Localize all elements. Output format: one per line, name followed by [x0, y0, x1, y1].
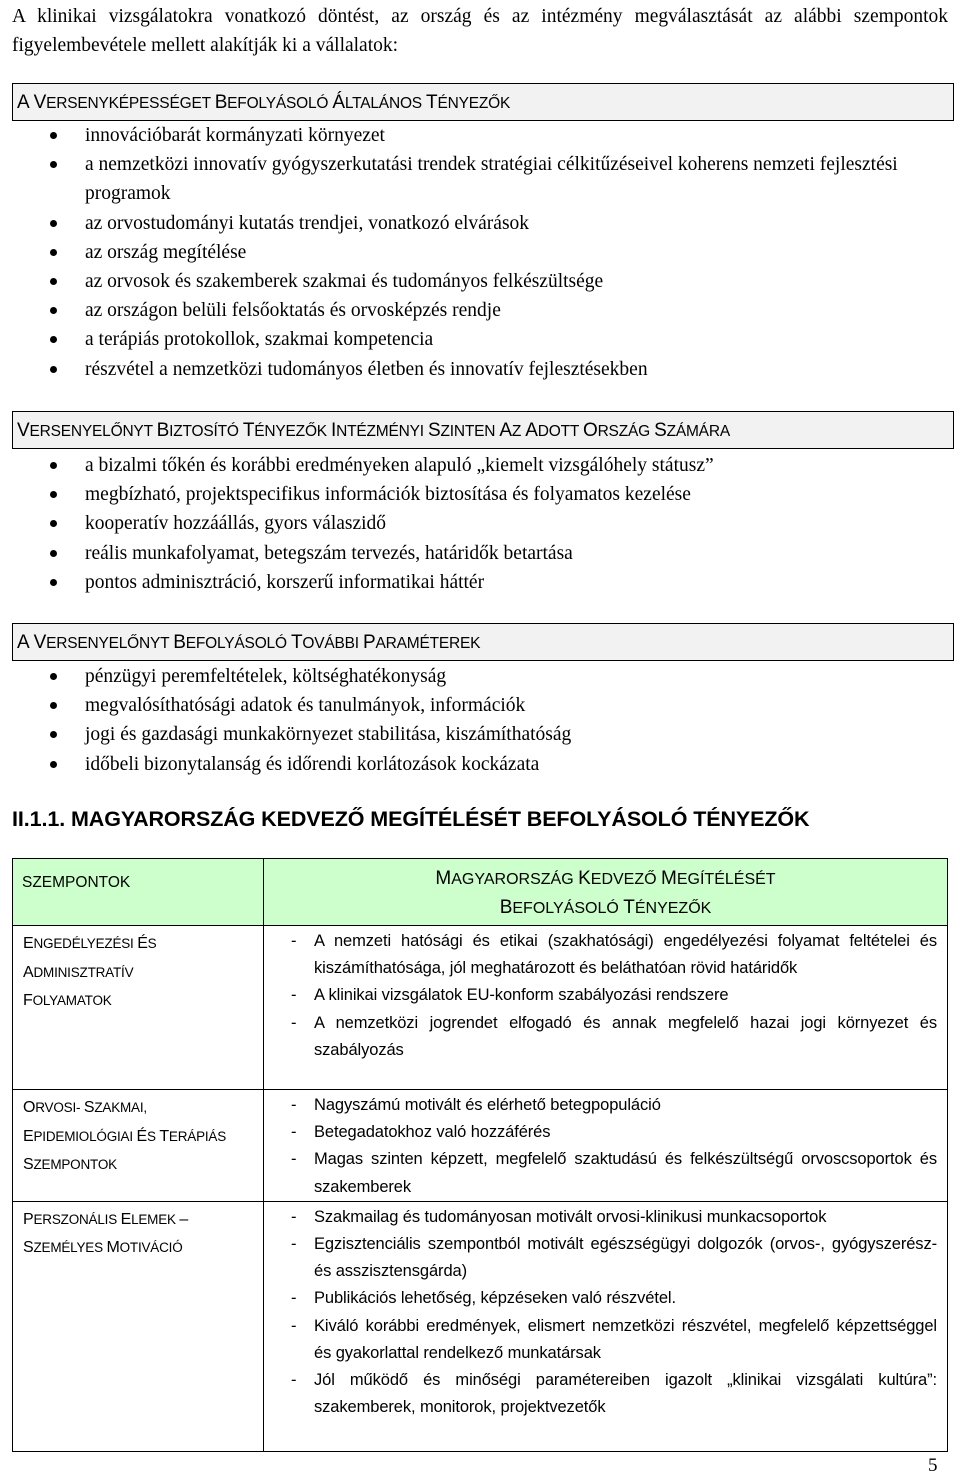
factor-item: - A klinikai vizsgálatok EU-konform szabályozási rendszere [264, 982, 937, 1009]
table-row [13, 1090, 948, 1202]
list-item: megvalósíthatósági adatok és tanulmányok, információk [44, 691, 944, 720]
category-line: FOLYAMATOK [23, 992, 112, 1009]
list-item: jogi és gazdasági munkakörnyezet stabilitása, kiszámíthatóság [44, 720, 944, 749]
category-cell [13, 926, 264, 1090]
header-right-line1: MAGYARORSZÁG KEDVEZŐ MEGÍTÉLÉSÉT [435, 868, 776, 889]
category-line: ORVOSI- SZAKMAI, [23, 1099, 147, 1116]
table-header-left [13, 859, 264, 926]
list-item: megbízható, projektspecifikus információk biztosítása és folyamatos kezelése [44, 480, 944, 509]
box-general-factors-title: A VERSENYKÉPESSÉGET BEFOLYÁSOLÓ ÁLTALÁNOS TÉNYEZŐK [12, 83, 954, 121]
category-cell [13, 1090, 264, 1202]
table-header-right [264, 859, 948, 926]
further-parameters-list [44, 662, 944, 779]
list-item: pontos adminisztráció, korszerű informatikai háttér [44, 568, 944, 597]
list-item: innovációbarát kormányzati környezet [44, 121, 944, 150]
factor-item: - Szakmailag és tudományosan motivált orvosi-klinikusi munkacsoportok [264, 1204, 937, 1231]
factor-item: - Magas szinten képzett, megfelelő szaktudású és felkészültségű orvoscsoportok és szakemberek [264, 1146, 937, 1200]
category-line: SZEMPONTOK [23, 1156, 117, 1173]
category-line: PERSZONÁLIS ELEMEK – [23, 1210, 189, 1228]
factors-cell [264, 1090, 948, 1202]
list-item: az ország megítélése [44, 238, 944, 267]
list-item: a bizalmi tőkén és korábbi eredményeken alapuló „kiemelt vizsgálóhely státusz” [44, 451, 944, 480]
factors-cell [264, 1201, 948, 1451]
category-line: ENGEDÉLYEZÉSI ÉS [23, 935, 157, 952]
list-item: részvétel a nemzetközi tudományos életben és innovatív fejlesztésekben [44, 355, 944, 384]
page-number: 5 [928, 1455, 938, 1476]
box-institutional-advantage-title: VERSENYELŐNYT BIZTOSÍTÓ TÉNYEZŐK INTÉZMÉNYI SZINTEN AZ ADOTT ORSZÁG SZÁMÁRA [12, 411, 954, 449]
category-line: SZEMÉLYES MOTIVÁCIÓ [23, 1239, 183, 1257]
list-item: az országon belüli felsőoktatás és orvosképzés rendje [44, 296, 944, 325]
list-item: az orvosok és szakemberek szakmai és tudományos felkészültsége [44, 267, 944, 296]
category-line: ADMINISZTRATÍV [23, 963, 134, 981]
list-item: kooperatív hozzáállás, gyors válaszidő [44, 509, 944, 538]
factors-cell [264, 926, 948, 1090]
header-right-line2: BEFOLYÁSOLÓ TÉNYEZŐK [499, 897, 712, 918]
factor-item: - Kiváló korábbi eredmények, elismert nemzetközi részvétel, megfelelő képzettséggel és gyakorlattal rendelkező munkatársak [264, 1313, 937, 1367]
factor-item: - Betegadatokhoz való hozzáférés [264, 1119, 937, 1146]
table-row [13, 926, 948, 1090]
table-row [13, 1201, 948, 1451]
factor-item: - A nemzetközi jogrendet elfogadó és annak megfelelő hazai jogi környezet és szabályozás [264, 1010, 937, 1064]
institutional-advantage-list [44, 451, 944, 597]
factor-item: - A nemzeti hatósági és etikai (szakhatósági) engedélyezési folyamat feltételei és kiszámíthatósága, jól meghatározott és beláthatóan rövid határidők [264, 928, 937, 982]
category-cell [13, 1201, 264, 1451]
category-line: EPIDEMIOLÓGIAI ÉS TERÁPIÁS [23, 1127, 227, 1145]
header-left-label: SZEMPONTOK [22, 874, 131, 891]
list-item: a nemzetközi innovatív gyógyszerkutatási trendek stratégiai célkitűzéseivel koherens nemzeti fejlesztési programok [44, 150, 944, 208]
box-further-parameters-title: A VERSENYELŐNYT BEFOLYÁSOLÓ TOVÁBBI PARAMÉTEREK [12, 623, 954, 661]
factor-item: - Egzisztenciális szempontból motivált egészségügyi dolgozók (orvos-, gyógyszerész- és asszisztensgárda) [264, 1231, 937, 1285]
factor-item: - Nagyszámú motivált és elérhető betegpopuláció [264, 1092, 937, 1119]
section-heading: II.1.1. MAGYARORSZÁG KEDVEZŐ MEGÍTÉLÉSÉT BEFOLYÁSOLÓ TÉNYEZŐK [12, 807, 810, 831]
factor-item: - Jól működő és minőségi paramétereiben igazolt „klinikai vizsgálati kultúra”: szakemberek, monitorok, projektvezetők [264, 1367, 937, 1421]
factors-table [12, 858, 948, 1452]
table-header-row [13, 859, 948, 926]
general-factors-list [44, 121, 944, 384]
intro-paragraph: A klinikai vizsgálatokra vonatkozó döntést, az ország és az intézmény megválasztását az alábbi szempontok figyelembevétele mellett alakítják ki a vállalatok: [12, 6, 948, 56]
list-item: az orvostudományi kutatás trendjei, vonatkozó elvárások [44, 209, 944, 238]
factor-item: - Publikációs lehetőség, képzéseken való részvétel. [264, 1285, 937, 1312]
list-item: a terápiás protokollok, szakmai kompetencia [44, 325, 944, 354]
list-item: reális munkafolyamat, betegszám tervezés, határidők betartása [44, 539, 944, 568]
list-item: pénzügyi peremfeltételek, költséghatékonyság [44, 662, 944, 691]
list-item: időbeli bizonytalanság és időrendi korlátozások kockázata [44, 750, 944, 779]
